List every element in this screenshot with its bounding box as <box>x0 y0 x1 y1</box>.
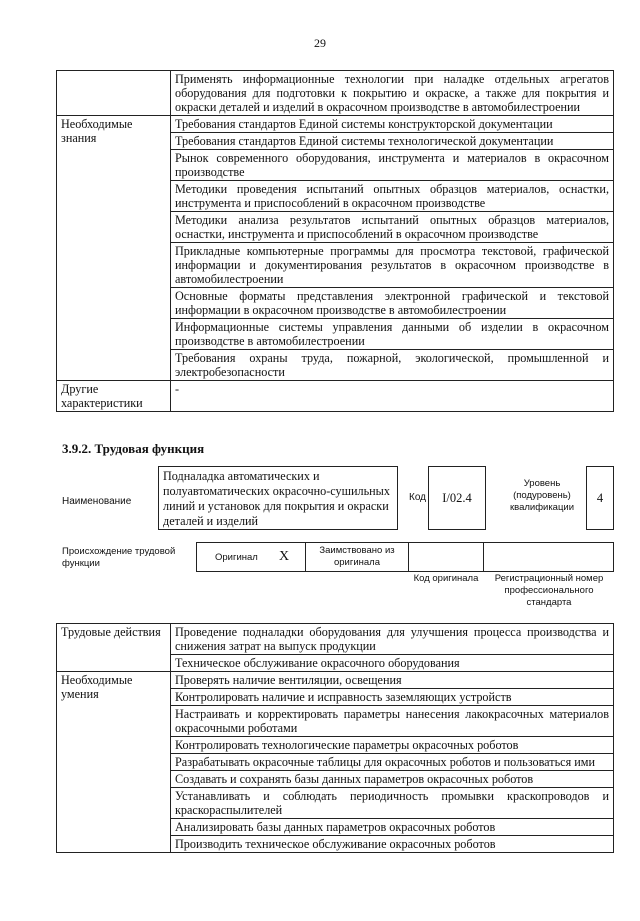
table-cell: Прикладные компьютерные программы для просмотра текстовой, графической информации и документирования результатов в окрасочном производстве в автомобилестроении <box>171 243 614 288</box>
function-code: I/02.4 <box>428 466 486 530</box>
function-name: Подналадка автоматических и полуавтоматических окрасочно-сушильных линий и установок для покрытия и окраски деталей и изделий <box>158 466 398 530</box>
reg-caption: Регистрационный номер профессионального стандарта <box>494 573 604 608</box>
table-cell: Основные форматы представления электронной графической и текстовой информации в окрасочном производстве в автомобилестроении <box>171 288 614 319</box>
table-cell: Методики проведения испытаний опытных образцов материалов, оснастки, инструмента и приспособлений в окрасочном производстве <box>171 181 614 212</box>
original-mark: X <box>279 549 290 564</box>
row-label-other: Другие характеристики <box>57 381 171 412</box>
row-label-skills: Необходимые умения <box>57 672 171 853</box>
table-cell: Создавать и сохранять базы данных параметров окрасочных роботов <box>171 771 614 788</box>
row-label-actions: Трудовые действия <box>57 624 171 672</box>
table-row <box>57 381 614 412</box>
table-cell: Рынок современного оборудования, инструмента и материалов в окрасочном производстве <box>171 150 614 181</box>
knowledge-table <box>56 70 614 412</box>
table-cell: - <box>171 381 614 412</box>
table-cell: Производить техническое обслуживание окрасочных роботов <box>171 836 614 853</box>
actions-skills-table <box>56 623 614 853</box>
table-cell: Применять информационные технологии при наладке отдельных агрегатов оборудования для подготовки к покрытию и окраске, а также для покрытия и окраски деталей и изделий в окрасочном производстве в автомобилестроении <box>171 71 614 116</box>
table-cell: Техническое обслуживание окрасочного оборудования <box>171 655 614 672</box>
reg-number-cell <box>483 542 614 572</box>
row-label-knowledge: Необходимые знания <box>57 116 171 381</box>
section-heading: 3.9.2. Трудовая функция <box>62 441 205 456</box>
table-cell: Устанавливать и соблюдать периодичность промывки краскопроводов и краскораспылителей <box>171 788 614 819</box>
original-label: Оригинал <box>215 552 258 563</box>
origin-label: Происхождение трудовой функции <box>62 546 176 569</box>
origin-original-cell <box>196 542 306 572</box>
table-row <box>57 672 614 689</box>
table-cell: Проверять наличие вентиляции, освещения <box>171 672 614 689</box>
level-label: Уровень (подуровень) квалификации <box>509 478 575 513</box>
original-code-cell <box>408 542 484 572</box>
page-number: 29 <box>314 36 326 50</box>
table-cell: Контролировать наличие и исправность заземляющих устройств <box>171 689 614 706</box>
table-cell: Настраивать и корректировать параметры нанесения лакокрасочных материалов окрасочными роботами <box>171 706 614 737</box>
code-label: Код <box>409 492 427 503</box>
code-caption: Код оригинала <box>413 573 479 584</box>
level-value: 4 <box>586 466 614 530</box>
table-cell: Анализировать базы данных параметров окрасочных роботов <box>171 819 614 836</box>
table-cell: Требования стандартов Единой системы технологической документации <box>171 133 614 150</box>
table-row <box>57 624 614 655</box>
table-cell: Проведение подналадки оборудования для улучшения процесса производства и снижения затрат на выпуск продукции <box>171 624 614 655</box>
table-cell: Разрабатывать окрасочные таблицы для окрасочных роботов и пользоваться ими <box>171 754 614 771</box>
table-cell: Информационные системы управления данными об изделии в окрасочном производстве в автомобилестроении <box>171 319 614 350</box>
table-cell: Контролировать технологические параметры окрасочных роботов <box>171 737 614 754</box>
table-cell: Требования стандартов Единой системы конструкторской документации <box>171 116 614 133</box>
borrowed-cell: Заимствовано из оригинала <box>305 542 409 572</box>
name-label: Наименование <box>62 496 132 507</box>
table-row <box>57 71 614 116</box>
table-cell: Требования охраны труда, пожарной, экологической, промышленной и электробезопасности <box>171 350 614 381</box>
table-cell: Методики анализа результатов испытаний опытных образцов материалов, оснастки, инструмента и приспособлений в окрасочном производстве <box>171 212 614 243</box>
table-row <box>57 116 614 133</box>
row-label <box>57 71 171 116</box>
